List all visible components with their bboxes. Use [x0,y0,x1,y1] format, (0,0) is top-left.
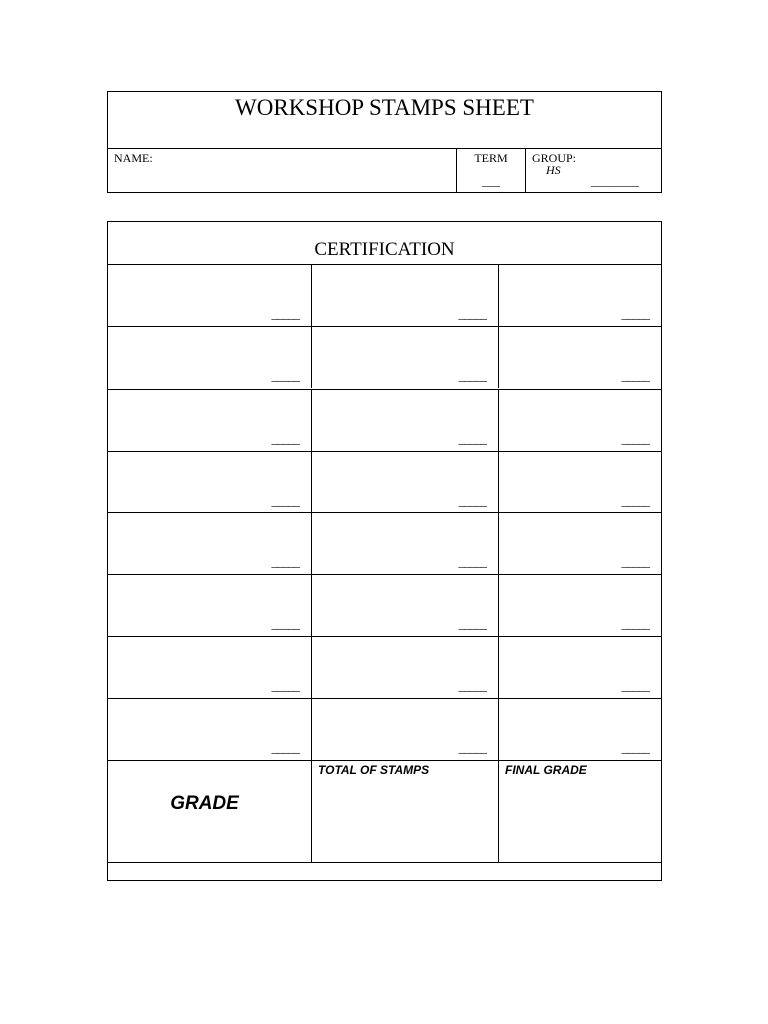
grade-label: GRADE [170,793,239,814]
header-info-row [108,148,661,192]
stamp-cell[interactable] [108,637,312,698]
stamp-cell[interactable] [312,513,499,574]
total-stamps-label: TOTAL OF STAMPS [318,763,430,777]
stamp-row [108,574,661,636]
stamp-cell[interactable] [108,452,312,513]
stamp-cell[interactable] [108,575,312,636]
stamp-cell[interactable] [499,513,661,574]
stamp-cell[interactable] [108,327,312,388]
group-blank: ________ [591,174,639,188]
term-field[interactable] [457,149,526,192]
stamp-blank: _____ [271,616,299,631]
stamp-blank: _____ [458,306,486,321]
stamp-row [108,264,661,326]
certification-title: CERTIFICATION [314,239,455,260]
stamp-blank: _____ [621,306,649,321]
term-blank: ___ [482,174,500,188]
stamp-blank: _____ [458,740,486,755]
header-box [107,91,662,193]
grade-cell [108,761,312,862]
stamp-blank: _____ [458,368,486,383]
stamp-blank: _____ [271,678,299,693]
stamp-cell[interactable] [499,452,661,513]
stamp-blank: _____ [621,431,649,446]
stamp-blank: _____ [621,493,649,508]
stamp-row [108,389,661,451]
page-title: WORKSHOP STAMPS SHEET [235,95,534,120]
stamp-cell[interactable] [312,575,499,636]
stamp-blank: _____ [458,493,486,508]
stamp-blank: _____ [458,678,486,693]
stamp-row [108,451,661,513]
stamp-cell[interactable] [108,390,312,451]
stamp-cell[interactable] [312,390,499,451]
stamp-blank: _____ [271,740,299,755]
stamp-blank: _____ [271,431,299,446]
stamp-cell[interactable] [499,390,661,451]
stamp-cell[interactable] [108,699,312,760]
stamp-cell[interactable] [312,327,499,388]
stamp-blank: _____ [458,431,486,446]
stamp-blank: _____ [271,368,299,383]
footer-row [108,862,661,880]
stamp-cell[interactable] [499,699,661,760]
stamp-row [108,512,661,574]
stamp-cell[interactable] [312,699,499,760]
stamp-blank: _____ [621,678,649,693]
stamp-cell[interactable] [499,637,661,698]
stamp-blank: _____ [458,554,486,569]
certification-box [107,221,662,881]
stamp-cell[interactable] [312,637,499,698]
stamp-cell[interactable] [499,575,661,636]
stamp-row [108,698,661,760]
final-grade-label: FINAL GRADE [505,763,587,777]
stamp-blank: _____ [458,616,486,631]
name-label: NAME: [114,151,153,165]
stamp-blank: _____ [621,740,649,755]
stamp-blank: _____ [271,554,299,569]
group-label: GROUP: [532,151,577,165]
stamp-cell[interactable] [108,513,312,574]
stamp-cell[interactable] [312,265,499,326]
stamp-blank: _____ [271,493,299,508]
stamp-cell[interactable] [499,327,661,388]
stamp-cell[interactable] [108,265,312,326]
total-stamps-cell[interactable] [312,761,499,862]
stamp-cell[interactable] [499,265,661,326]
stamp-blank: _____ [271,306,299,321]
grade-row [108,760,661,862]
stamp-row [108,326,661,388]
group-field[interactable] [526,149,661,192]
stamp-row [108,636,661,698]
final-grade-cell[interactable] [499,761,661,862]
name-field[interactable] [108,149,457,192]
stamp-cell[interactable] [312,452,499,513]
stamp-blank: _____ [621,616,649,631]
term-label: TERM [474,151,508,165]
group-prefix: HS [546,163,561,177]
stamp-blank: _____ [621,554,649,569]
stamp-blank: _____ [621,368,649,383]
